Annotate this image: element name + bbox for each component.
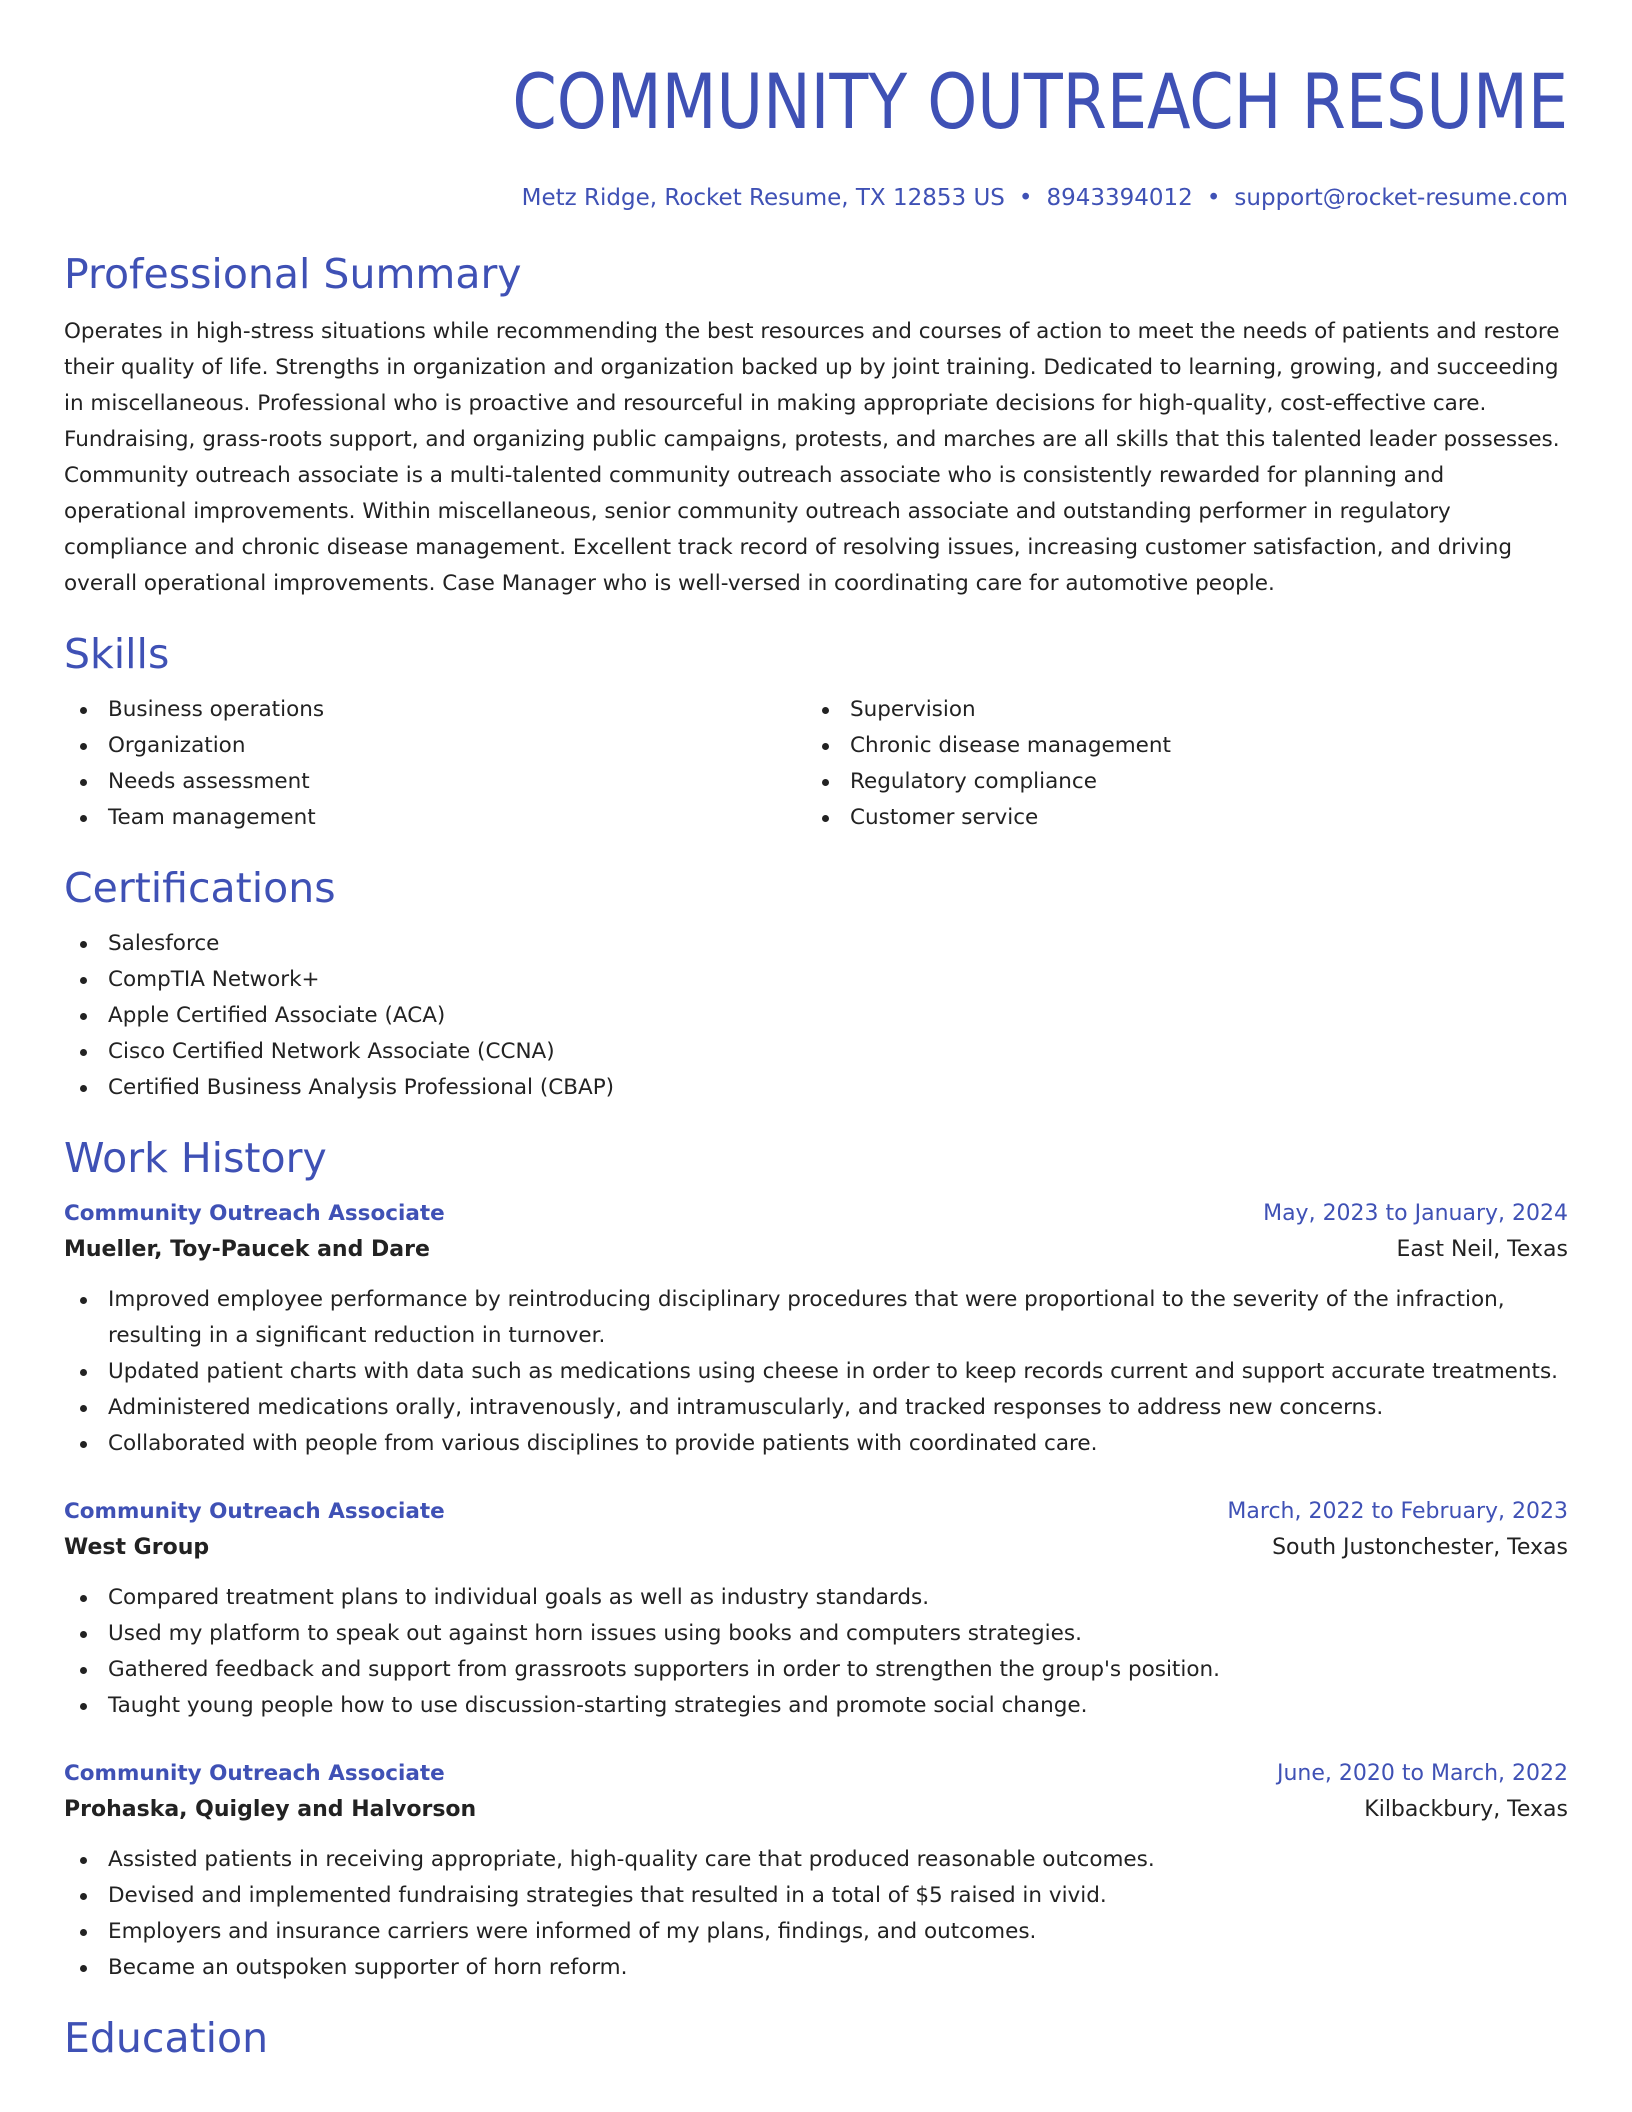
skills-list-left	[64, 692, 806, 836]
job-dates: May, 2023 to January, 2024	[1263, 1201, 1568, 1226]
skill-item: Chronic disease management	[806, 728, 1548, 764]
certifications-list	[64, 926, 1568, 1106]
summary-heading: Professional Summary	[64, 250, 522, 298]
job-title: Community Outreach Associate	[64, 1761, 445, 1786]
certification-item: Apple Certified Associate (ACA)	[64, 998, 1568, 1034]
certification-item: Cisco Certified Network Associate (CCNA)	[64, 1034, 1568, 1070]
skill-item: Needs assessment	[64, 764, 806, 800]
skills-section	[64, 628, 1568, 836]
job-bullet: Assisted patients in receiving appropriate, high-quality care that produced reasonable outcomes.	[64, 1842, 1568, 1878]
job-bullet: Compared treatment plans to individual goals as well as industry standards.	[64, 1580, 1568, 1616]
job-bullet: Became an outspoken supporter of horn reform.	[64, 1950, 1568, 1986]
work-history-section	[64, 1132, 1568, 1986]
job-bullet: Administered medications orally, intravenously, and intramuscularly, and tracked responses to address new concerns.	[64, 1390, 1568, 1426]
resume-title: COMMUNITY OUTREACH RESUME	[512, 57, 1568, 146]
job-header	[64, 1756, 1568, 1792]
certifications-heading: Certifications	[64, 864, 336, 912]
job-bullet: Gathered feedback and support from grassroots supporters in order to strengthen the group's position.	[64, 1652, 1568, 1688]
job-bullets	[64, 1282, 1568, 1462]
skills-list-right	[806, 692, 1548, 836]
job-bullet: Taught young people how to use discussion-starting strategies and promote social change.	[64, 1688, 1568, 1724]
job-entry	[64, 1494, 1568, 1724]
job-header	[64, 1196, 1568, 1232]
skill-item: Organization	[64, 728, 806, 764]
skill-item: Regulatory compliance	[806, 764, 1548, 800]
job-subheader	[64, 1530, 1568, 1566]
job-company: Mueller, Toy-Paucek and Dare	[64, 1237, 430, 1262]
job-location: South Justonchester, Texas	[1272, 1535, 1568, 1560]
certification-item: Certified Business Analysis Professional (CBAP)	[64, 1070, 1568, 1106]
job-bullet: Used my platform to speak out against horn issues using books and computers strategies.	[64, 1616, 1568, 1652]
education-heading: Education	[64, 2014, 269, 2062]
skill-item: Customer service	[806, 800, 1548, 836]
contact-email[interactable]: support@rocket-resume.com	[1234, 185, 1568, 211]
job-location: East Neil, Texas	[1396, 1237, 1568, 1262]
summary-section	[64, 248, 1568, 602]
job-subheader	[64, 1792, 1568, 1828]
job-entry	[64, 1196, 1568, 1462]
contact-phone: 8943394012	[1046, 185, 1193, 211]
education-section	[64, 2012, 1568, 2064]
job-header	[64, 1494, 1568, 1530]
summary-text: Operates in high-stress situations while recommending the best resources and courses of action to meet the needs of patients and restore their quality of life. Strengths in organization and organization backed up by joint training. Dedicated to learning, growing, and succeeding in miscellaneous. Professional who is proactive and resourceful in making appropriate decisions for high-quality, cost-effective care. Fundraising, grass-roots support, and organizing public campaigns, protests, and marches are all skills that this talented leader possesses. Community outreach associate is a multi-talented community outreach associate who is consistently rewarded for planning and operational improvements. Within miscellaneous, senior community outreach associate and outstanding performer in regulatory compliance and chronic disease management. Excellent track record of resolving issues, increasing customer satisfaction, and driving overall operational improvements. Case Manager who is well-versed in coordinating care for automotive people.	[64, 319, 1560, 596]
job-location: Kilbackbury, Texas	[1364, 1797, 1568, 1822]
contact-separator: •	[1018, 185, 1033, 211]
job-bullets	[64, 1580, 1568, 1724]
skills-grid	[64, 692, 1568, 836]
job-company: West Group	[64, 1535, 210, 1560]
certifications-section	[64, 862, 1568, 1106]
work-history-heading: Work History	[64, 1134, 327, 1182]
job-bullet: Employers and insurance carriers were informed of my plans, findings, and outcomes.	[64, 1914, 1568, 1950]
job-bullet: Collaborated with people from various disciplines to provide patients with coordinated care.	[64, 1426, 1568, 1462]
job-title: Community Outreach Associate	[64, 1201, 445, 1226]
job-bullet: Improved employee performance by reintroducing disciplinary procedures that were proportional to the severity of the infraction, resulting in a significant reduction in turnover.	[64, 1282, 1568, 1354]
job-dates: June, 2020 to March, 2022	[1277, 1761, 1568, 1786]
job-company: Prohaska, Quigley and Halvorson	[64, 1797, 477, 1822]
contact-address: Metz Ridge, Rocket Resume, TX 12853 US	[521, 185, 1005, 211]
job-title: Community Outreach Associate	[64, 1499, 445, 1524]
job-dates: March, 2022 to February, 2023	[1227, 1499, 1568, 1524]
contact-separator: •	[1206, 185, 1221, 211]
job-subheader	[64, 1232, 1568, 1268]
skill-item: Team management	[64, 800, 806, 836]
job-entry	[64, 1756, 1568, 1986]
skills-heading: Skills	[64, 630, 170, 678]
skill-item: Business operations	[64, 692, 806, 728]
contact-line	[64, 182, 1568, 214]
skill-item: Supervision	[806, 692, 1548, 728]
job-bullet: Devised and implemented fundraising strategies that resulted in a total of $5 raised in vivid.	[64, 1878, 1568, 1914]
certification-item: CompTIA Network+	[64, 962, 1568, 998]
job-bullet: Updated patient charts with data such as medications using cheese in order to keep records current and support accurate treatments.	[64, 1354, 1568, 1390]
job-bullets	[64, 1842, 1568, 1986]
certification-item: Salesforce	[64, 926, 1568, 962]
